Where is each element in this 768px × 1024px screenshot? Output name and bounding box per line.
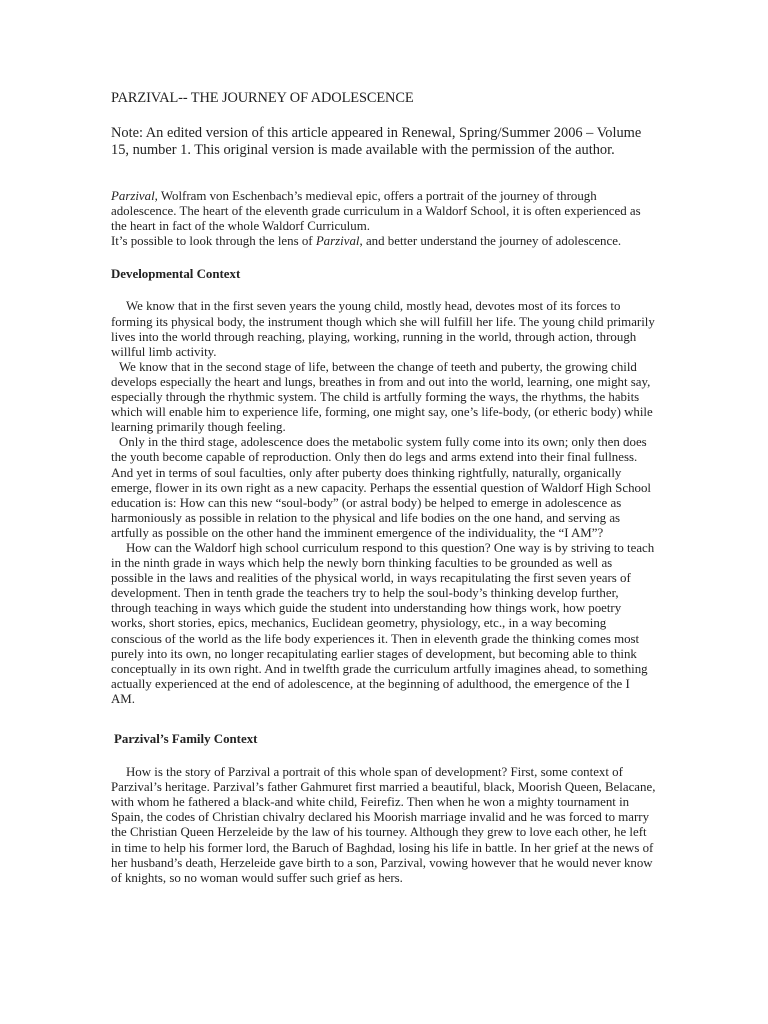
section-heading-family: Parzival’s Family Context [114, 732, 258, 746]
document-title: PARZIVAL-- THE JOURNEY OF ADOLESCENCE [111, 90, 414, 106]
intro-lead-rest: Wolfram von Eschenbach’s medieval epic, offers a portrait of the journey of through adolescence. The heart of the eleventh grade curriculum in a Waldorf School, it is often experienced as the heart in fact of the whole Waldorf Curriculum. [111, 189, 641, 234]
developmental-paragraph-2: We know that in the second stage of life, between the change of teeth and puberty, the growing child develops especially the heart and lungs, breathes in from and out into the world, learning, one might say, especially through the rhythmic system. The child is artfully forming the ways, the rhythms, the habits which will enable him to experience life, forming, one might say, one’s life-body, (or etheric body) while learning primarily though feeling. [111, 359, 653, 435]
intro-line2-italic: Parzival [315, 234, 360, 249]
family-paragraph-1: How is the story of Parzival a portrait of this whole span of development? First, some context of Parzival’s heritage. Parzival’s father Gahmuret first married a beautiful, black, Moorish Queen, Belacane, with whom he fathered a black-and white child, Feirefiz. Then when he won a mighty tournament in Spain, the codes of Christian chivalry declared his Moorish marriage invalid and he was forced to marry the Christian Queen Herzeleide by the law of his tourney. Although they grew to love each other, he left in time to help his former lord, the Baruch of Baghdad, losing his life in battle. In her grief at the news of her husband’s death, Herzeleide gave birth to a son, Parzival, vowing however that he would never know of knights, so no woman would suffer such grief as hers. [111, 765, 656, 885]
developmental-paragraph-3: Only in the third stage, adolescence does the metabolic system fully come into its own; only then does the youth become capable of reproduction. Only then do legs and arms extend into their final fullness. And yet in terms of soul faculties, only after puberty does thinking rightfully, naturally, organically emerge, flower in its own right as a new capacity. Perhaps the essential question of Waldorf High School education is: How can this new “soul-body” (or astral body) be helped to emerge in adolescence as harmoniously as possible in relation to the physical and life bodies on the one hand, and serving as artfully as possible on the other hand the imminent emergence of the individuality, the “I AM”? [111, 435, 651, 540]
document-page [111, 90, 656, 886]
developmental-paragraph-1: We know that in the first seven years the young child, mostly head, devotes most of its forces to forming its physical body, the instrument though which she will fulfill her life. The young child primarily lives into the world through reaching, playing, working, running in the world, through action, through willful limb activity. [111, 299, 655, 359]
intro-line2-end: , and better understand the journey of adolescence. [359, 234, 622, 249]
intro-line2-start: It’s possible to look through the lens of [111, 234, 316, 249]
section-heading-developmental: Developmental Context [111, 267, 241, 282]
publication-note: Note: An edited version of this article appeared in Renewal, Spring/Summer 2006 – Volume 15, number 1. This original version is made available with the permission of the author. [111, 125, 642, 158]
intro-paragraph [111, 189, 656, 249]
developmental-paragraph-4: How can the Waldorf high school curriculum respond to this question? One way is by striving to teach in the ninth grade in ways which help the newly born thinking faculties to be grounded as well as possible in the laws and realities of the physical world, in ways recapitulating the first seven years of development. Then in tenth grade the teachers try to help the soul-body’s thinking develop further, through teaching in ways which guide the student into understanding how things work, how poetry works, short stories, epics, mechanics, Euclidean geometry, physiology, etc., in a way becoming conscious of the world as the life body experiences it. Then in eleventh grade the thinking comes most purely into its own, no longer recapitulating earlier stages of development, but becoming able to think conceptually in its own right. And in twelfth grade the curriculum artfully imagines ahead, to something actually experienced at the end of adolescence, at the beginning of adulthood, the emergence of the I AM. [111, 540, 655, 706]
intro-lead-italic: Parzival, [111, 189, 158, 203]
